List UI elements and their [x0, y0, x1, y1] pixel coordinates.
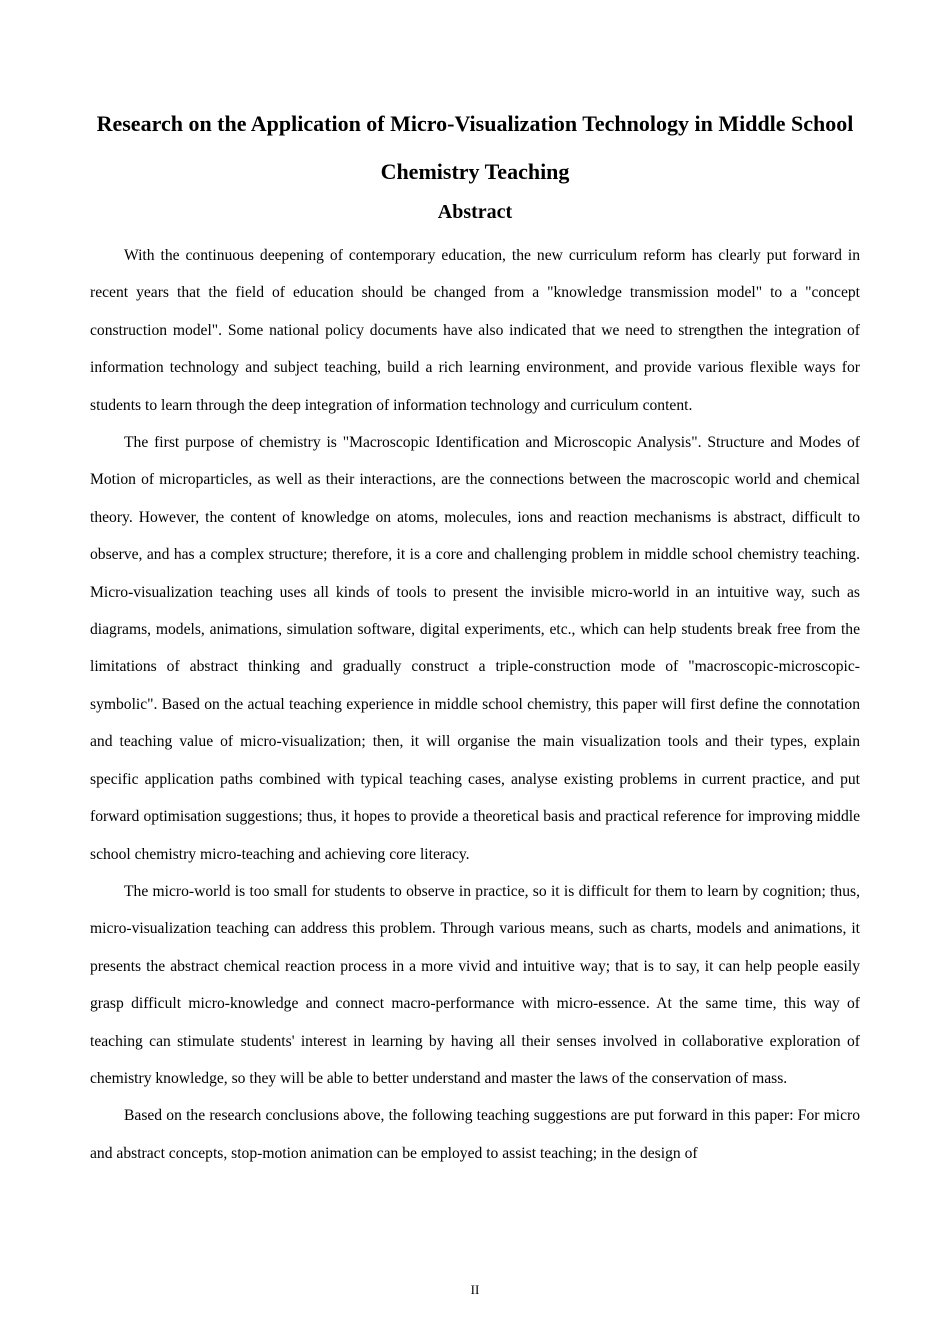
- page-number: II: [470, 1282, 480, 1297]
- abstract-paragraph-1: With the continuous deepening of contemporary education, the new curriculum reform has clearly put forward in recent years that the field of education should be changed from a "knowledge transmission model" to a "concept construction model". Some national policy documents have also indicated that we need to strengthen the integration of information technology and subject teaching, build a rich learning environment, and provide various flexible ways for students to learn through the deep integration of information technology and curriculum content.: [90, 247, 860, 414]
- abstract-paragraph-2: The first purpose of chemistry is "Macroscopic Identification and Microscopic Analysis". Structure and Modes of Motion of microparticles, as well as their interactions, are the connections between the macroscopic world and chemical theory. However, the content of knowledge on atoms, molecules, ions and reaction mechanisms is abstract, difficult to observe, and has a complex structure; therefore, it is a core and challenging problem in middle school chemistry teaching. Micro-visualization teaching uses all kinds of tools to present the invisible micro-world in an intuitive way, such as diagrams, models, animations, simulation software, digital experiments, etc., which can help students break free from the limitations of abstract thinking and gradually construct a triple-construction mode of "macroscopic-microscopic-symbolic". Based on the actual teaching experience in middle school chemistry, this paper will first define the connotation and teaching value of micro-visualization; then, it will organise the main visualization tools and their types, explain specific application paths combined with typical teaching cases, analyse existing problems in current practice, and put forward optimisation suggestions; thus, it hopes to provide a theoretical basis and practical reference for improving middle school chemistry micro-teaching and achieving core literacy.: [90, 434, 860, 863]
- abstract-heading: Abstract: [437, 201, 513, 223]
- abstract-body: [90, 237, 860, 1172]
- paper-title: Research on the Application of Micro-Visualization Technology in Middle School Chemistry Teaching: [96, 111, 854, 184]
- abstract-paragraph-3: The micro-world is too small for students to observe in practice, so it is difficult for them to learn by cognition; thus, micro-visualization teaching can address this problem. Through various means, such as charts, models and animations, it presents the abstract chemical reaction process in a more vivid and intuitive way; that is to say, it can help people easily grasp difficult micro-knowledge and connect macro-performance with micro-essence. At the same time, this way of teaching can stimulate students' interest in learning by having all their senses involved in collaborative exploration of chemistry knowledge, so they will be able to better understand and master the laws of the conservation of mass.: [90, 882, 860, 1087]
- abstract-paragraph-4: Based on the research conclusions above, the following teaching suggestions are put forward in this paper: For micro and abstract concepts, stop-motion animation can be employed to assist teaching; in the design of: [90, 1107, 860, 1162]
